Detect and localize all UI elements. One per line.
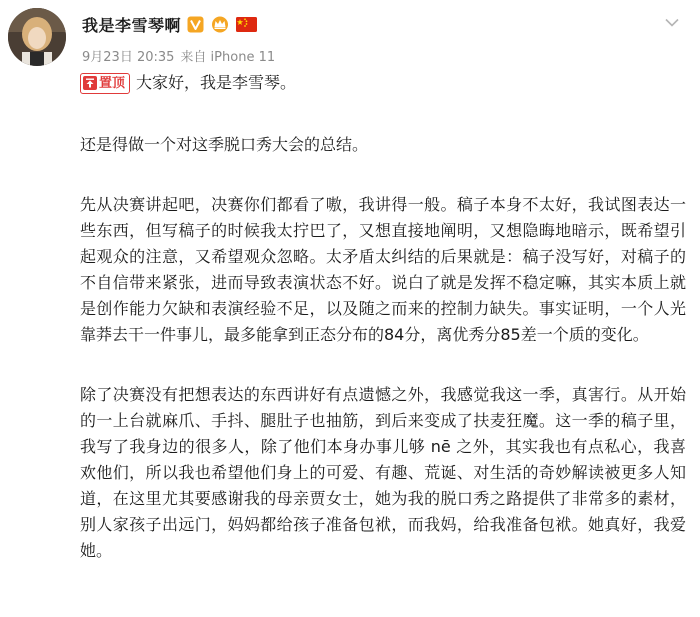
- paragraph-2: 先从决赛讲起吧，决赛你们都看了嗷，我讲得一般。稿子本身不太好，我试图表达一些东西，但写稿子的时候我太拧巴了，又想直接地阐明，又想隐晦地暗示，既希望引起观众的注意，又希望观众忽略。太矛盾太纠结的后果就是：稿子没写好，对稿子的不自信带来紧张，进而导致表演状态不好。说白了就是发挥不稳定嘛，其实本质上就是创作能力欠缺和表演经验不足，以及随之而来的控制力缺失。事实证明，一个人光靠莽去干一件事儿，最多能拿到正态分布的84分，离优秀分85差一个质的变化。: [80, 195, 686, 344]
- post-body: [80, 70, 686, 564]
- pinned-label: 置顶: [99, 75, 126, 91]
- paragraph-1: 还是得做一个对这季脱口秀大会的总结。: [80, 135, 369, 154]
- member-crown-icon[interactable]: [210, 16, 230, 33]
- username[interactable]: 我是李雪琴啊: [82, 15, 182, 35]
- post-header: [8, 8, 692, 70]
- user-line: [82, 12, 257, 36]
- pinned-badge: [80, 73, 130, 94]
- greeting-text: 大家好，我是李雪琴。: [136, 73, 297, 92]
- post-timestamp[interactable]: 9月23日 20:35: [82, 50, 175, 65]
- more-options-button[interactable]: [658, 12, 686, 32]
- pin-line: [80, 70, 686, 96]
- chevron-down-icon: [665, 18, 679, 27]
- post-source: 来自 iPhone 11: [180, 50, 276, 65]
- post-meta: [82, 46, 275, 65]
- verified-v-icon[interactable]: [187, 16, 204, 33]
- paragraph-3: 除了决赛没有把想表达的东西讲好有点遗憾之外，我感觉我这一季，真害行。从开始的一上台就麻爪、手抖、腿肚子也抽筋，到后来变成了扶麦狂魔。这一季的稿子里，我写了我身边的很多人，除了他们本身办事儿够 nē 之外，其实我也有点私心，我喜欢他们，所以我也希望他们身上的可爱、有趣、荒诞、对生活的奇妙解读被更多人知道，在这里尤其要感谢我的母亲贾女士，她为我的脱口秀之路提供了非常多的素材，别人家孩子出远门，妈妈都给孩子准备包袱，而我妈，给我准备包袱。她真好，我爱她。: [80, 385, 686, 560]
- avatar[interactable]: [8, 8, 66, 66]
- china-flag-icon: [236, 17, 257, 32]
- pin-icon: [83, 76, 97, 90]
